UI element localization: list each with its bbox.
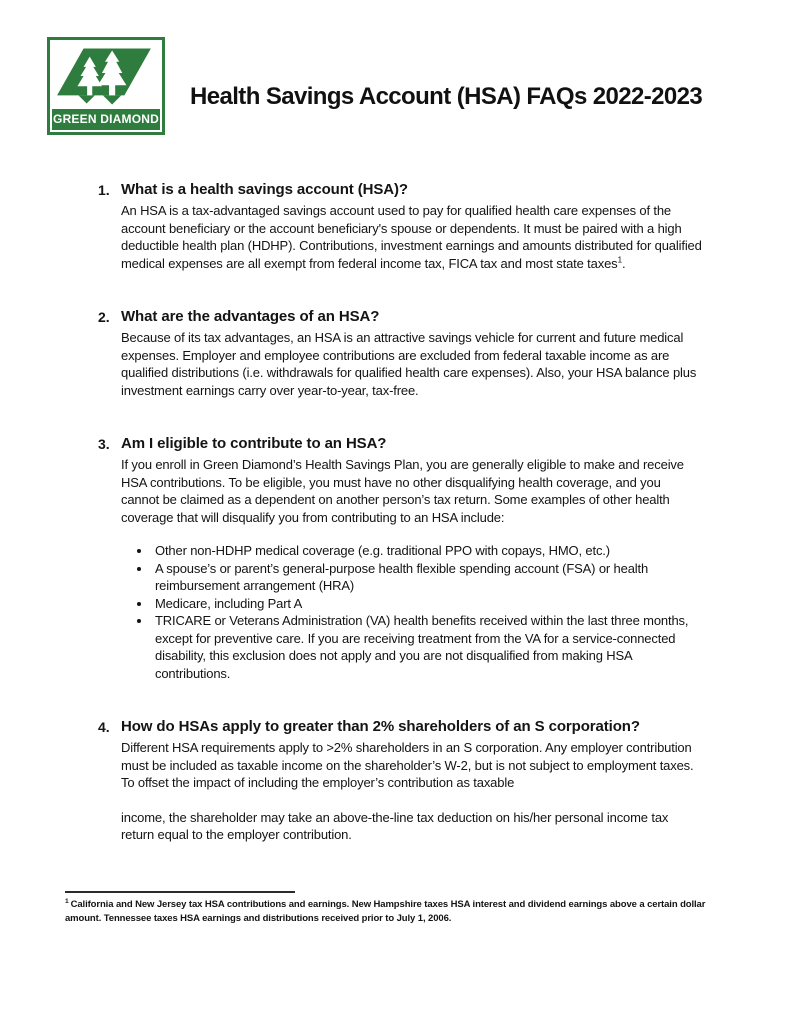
faq-number: 4. bbox=[98, 719, 110, 735]
answer-end-punctuation: . bbox=[622, 255, 626, 271]
faq-body bbox=[121, 307, 702, 399]
faq-item-4 bbox=[98, 717, 702, 844]
footnote-text bbox=[65, 898, 725, 926]
faq-body bbox=[121, 717, 702, 844]
disqualifying-coverage-list bbox=[121, 542, 702, 682]
faq-list bbox=[98, 180, 702, 879]
footnote-body: California and New Jersey tax HSA contributions and earnings. New Hampshire taxes HSA interest and dividend earnings above a certain dollar amount. Tennessee taxes HSA earnings and distributions received prior to July 1, 2006. bbox=[65, 899, 706, 924]
faq-answer: Different HSA requirements apply to >2% shareholders in an S corporation. Any employer contribution must be included as taxable income on the shareholder’s W-2, but is not subject to employment taxes. To offset the impact of including the employer’s contribution as taxable bbox=[121, 740, 694, 790]
faq-answer: Because of its tax advantages, an HSA is an attractive savings vehicle for current and future medical expenses. Employer and employee contributions are excluded from federal taxable income as are qualified distributions (i.e. withdrawals for qualified health care expenses). Also, your HSA balance plus investment earnings carry over year-to-year, tax-free. bbox=[121, 330, 697, 398]
footnote-marker: 1 bbox=[65, 897, 69, 905]
faq-item-1 bbox=[98, 180, 702, 272]
green-diamond-logo bbox=[47, 37, 165, 135]
faq-number: 2. bbox=[98, 309, 110, 325]
faq-question: Am I eligible to contribute to an HSA? bbox=[121, 435, 387, 452]
document-header bbox=[47, 37, 761, 135]
faq-number: 3. bbox=[98, 436, 110, 452]
footnote bbox=[65, 891, 725, 926]
footnote-divider bbox=[65, 891, 295, 893]
list-item: • TRICARE or Veterans Administration (VA) health benefits received within the last three months, except for preventive care. If you are receiving treatment from the VA for a service-connected disability, this exclusion does not apply and you are not disqualified from making HSA contributions. bbox=[152, 612, 702, 682]
list-item: • A spouse’s or parent’s general-purpose health flexible spending account (FSA) or health reimbursement arrangement (HRA) bbox=[152, 560, 702, 595]
faq-item-3 bbox=[98, 434, 702, 682]
page-title: Health Savings Account (HSA) FAQs 2022-2023 bbox=[190, 83, 703, 110]
faq-question: How do HSAs apply to greater than 2% shareholders of an S corporation? bbox=[121, 718, 640, 735]
footnote-reference: 1 bbox=[617, 254, 623, 265]
faq-body bbox=[121, 180, 702, 272]
faq-item-2 bbox=[98, 307, 702, 399]
faq-number: 1. bbox=[98, 182, 110, 198]
logo-brand-text: GREEN DIAMOND bbox=[52, 109, 160, 130]
faq-answer-continued: income, the shareholder may take an above-the-line tax deduction on his/her personal income tax return equal to the employer contribution. bbox=[121, 809, 669, 842]
faq-question: What is a health savings account (HSA)? bbox=[121, 181, 408, 198]
faq-body bbox=[121, 434, 702, 682]
list-item: • Medicare, including Part A bbox=[152, 595, 702, 613]
pine-trees-icon bbox=[50, 40, 162, 108]
faq-answer bbox=[121, 202, 702, 272]
faq-answer: If you enroll in Green Diamond’s Health Savings Plan, you are generally eligible to make and receive HSA contributions. To be eligible, you must have no other disqualifying health coverage, and you cannot be claimed as a dependent on another person’s tax return. Some examples of other health coverage that will disqualify you from contributing to an HSA include: bbox=[121, 457, 684, 525]
answer-text: An HSA is a tax-advantaged savings account used to pay for qualified health care expenses of the account beneficiary or the account beneficiary's spouse or dependents. It must be paired with a high deductible health plan (HDHP). Contributions, investment earnings and amounts distributed for qualified medical expenses are all exempt from federal income tax, FICA tax and most state taxes bbox=[121, 203, 702, 271]
list-item: • Other non-HDHP medical coverage (e.g. traditional PPO with copays, HMO, etc.) bbox=[152, 542, 702, 560]
faq-question: What are the advantages of an HSA? bbox=[121, 308, 380, 325]
